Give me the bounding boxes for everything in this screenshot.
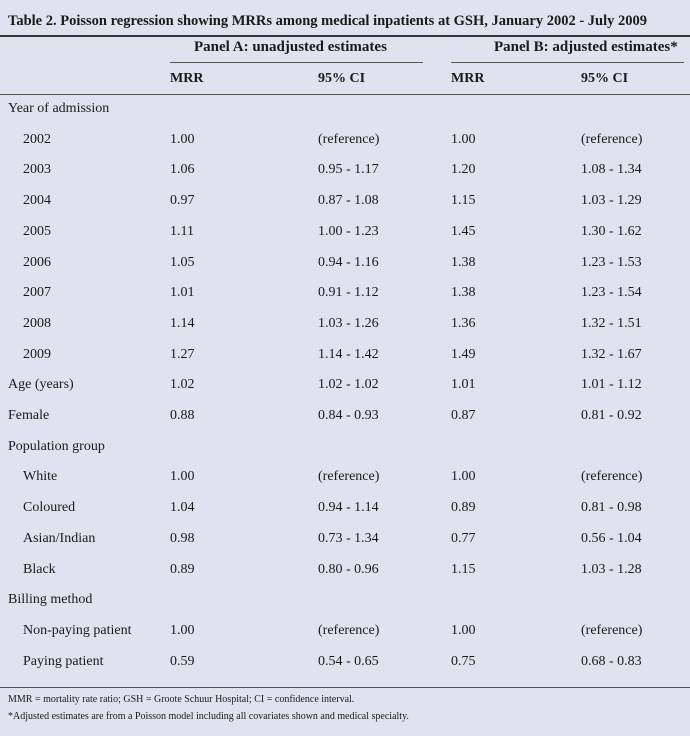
- mrr-a-cell: 1.11: [170, 223, 194, 239]
- ci-a-cell: 0.94 - 1.14: [318, 500, 379, 516]
- footer-rule: [0, 687, 690, 688]
- table-row: [0, 623, 690, 654]
- footnote-abbreviations: MMR = mortality rate ratio; GSH = Groote Schuur Hospital; CI = confidence interval.: [8, 694, 355, 705]
- ci-a-cell: 1.14 - 1.42: [318, 346, 379, 362]
- title-rule: [0, 35, 690, 37]
- table-row: [0, 408, 690, 439]
- mrr-a-cell: 1.00: [170, 622, 195, 638]
- table-row: [0, 193, 690, 224]
- table-row: [0, 562, 690, 593]
- row-label: 2008: [23, 315, 51, 331]
- ci-b-cell: 1.23 - 1.54: [581, 285, 642, 301]
- row-label: 2005: [23, 223, 51, 239]
- row-label: Paying patient: [23, 653, 104, 669]
- row-label: White: [23, 469, 58, 485]
- table-row: [0, 347, 690, 378]
- ci-b-cell: 1.32 - 1.67: [581, 346, 642, 362]
- mrr-a-cell: 1.27: [170, 346, 195, 362]
- table-row: [0, 285, 690, 316]
- ci-a-cell: 0.91 - 1.12: [318, 285, 379, 301]
- ci-a-cell: (reference): [318, 622, 380, 638]
- ci-a-cell: 0.94 - 1.16: [318, 254, 379, 270]
- mrr-a-cell: 1.05: [170, 254, 195, 270]
- table-row: [0, 255, 690, 286]
- table-row: [0, 101, 690, 132]
- mrr-b-cell: 1.38: [451, 254, 476, 270]
- row-label: Non-paying patient: [23, 622, 132, 638]
- mrr-a-cell: 1.00: [170, 469, 195, 485]
- ci-b-cell: 1.03 - 1.29: [581, 193, 642, 209]
- col-header-a-ci: 95% CI: [318, 71, 366, 86]
- col-header-b-ci: 95% CI: [581, 71, 629, 86]
- table-row: [0, 132, 690, 163]
- mrr-a-cell: 0.59: [170, 653, 195, 669]
- ci-a-cell: (reference): [318, 131, 380, 147]
- ci-b-cell: 1.01 - 1.12: [581, 377, 642, 393]
- row-label: 2004: [23, 193, 51, 209]
- mrr-a-cell: 1.00: [170, 131, 195, 147]
- mrr-a-cell: 0.98: [170, 530, 195, 546]
- ci-b-cell: 1.03 - 1.28: [581, 561, 642, 577]
- panel-a-header: Panel A: unadjusted estimates: [194, 39, 387, 55]
- mrr-a-cell: 1.06: [170, 162, 195, 178]
- row-label: 2002: [23, 131, 51, 147]
- panel-a-rule: [170, 62, 423, 63]
- mrr-b-cell: 1.00: [451, 622, 476, 638]
- ci-b-cell: 0.81 - 0.98: [581, 500, 642, 516]
- table-row: [0, 531, 690, 562]
- ci-a-cell: 0.54 - 0.65: [318, 653, 379, 669]
- row-label: Billing method: [8, 592, 93, 608]
- ci-a-cell: 1.02 - 1.02: [318, 377, 379, 393]
- header-rule: [0, 94, 690, 95]
- table-title: Table 2. Poisson regression showing MRRs among medical inpatients at GSH, January 2002 - July 2009: [8, 13, 648, 29]
- ci-a-cell: 0.73 - 1.34: [318, 530, 379, 546]
- ci-b-cell: 0.56 - 1.04: [581, 530, 642, 546]
- table-row: [0, 162, 690, 193]
- mrr-b-cell: 1.00: [451, 469, 476, 485]
- mrr-a-cell: 1.04: [170, 500, 195, 516]
- table-row: [0, 592, 690, 623]
- mrr-b-cell: 1.00: [451, 131, 476, 147]
- panel-b-rule: [451, 62, 684, 63]
- ci-b-cell: 1.32 - 1.51: [581, 315, 642, 331]
- mrr-a-cell: 1.02: [170, 377, 195, 393]
- row-label: Population group: [8, 438, 105, 454]
- ci-a-cell: (reference): [318, 469, 380, 485]
- mrr-b-cell: 0.77: [451, 530, 476, 546]
- row-label: Year of admission: [8, 101, 110, 116]
- ci-b-cell: 1.23 - 1.53: [581, 254, 642, 270]
- row-label: Female: [8, 408, 50, 423]
- row-label: Black: [23, 561, 56, 577]
- row-label: Asian/Indian: [23, 530, 96, 546]
- table-row: [0, 316, 690, 347]
- ci-a-cell: 0.87 - 1.08: [318, 193, 379, 209]
- mrr-b-cell: 0.87: [451, 408, 476, 423]
- ci-a-cell: 1.03 - 1.26: [318, 315, 379, 331]
- table-row: [0, 654, 690, 685]
- col-header-b-mrr: MRR: [451, 71, 485, 86]
- ci-a-cell: 0.84 - 0.93: [318, 408, 379, 423]
- ci-a-cell: 0.95 - 1.17: [318, 162, 379, 178]
- mrr-b-cell: 0.89: [451, 500, 476, 516]
- mrr-a-cell: 1.01: [170, 285, 195, 301]
- ci-a-cell: 1.00 - 1.23: [318, 223, 379, 239]
- mrr-b-cell: 1.45: [451, 223, 476, 239]
- ci-b-cell: (reference): [581, 469, 643, 485]
- mrr-b-cell: 1.20: [451, 162, 476, 178]
- ci-b-cell: (reference): [581, 131, 643, 147]
- mrr-b-cell: 1.15: [451, 561, 476, 577]
- ci-b-cell: 0.81 - 0.92: [581, 408, 642, 423]
- row-label: 2003: [23, 162, 51, 178]
- ci-b-cell: 1.30 - 1.62: [581, 223, 642, 239]
- row-label: Coloured: [23, 500, 76, 516]
- row-label: 2007: [23, 285, 51, 301]
- footnote-adjusted: *Adjusted estimates are from a Poisson model including all covariates shown and medical specialty.: [8, 711, 409, 722]
- row-label: Age (years): [8, 377, 74, 393]
- mrr-b-cell: 0.75: [451, 653, 476, 669]
- ci-b-cell: (reference): [581, 622, 643, 638]
- row-label: 2009: [23, 346, 51, 362]
- table-row: [0, 439, 690, 470]
- row-label: 2006: [23, 254, 51, 270]
- col-header-a-mrr: MRR: [170, 71, 204, 86]
- mrr-a-cell: 0.88: [170, 408, 195, 423]
- table-row: [0, 224, 690, 255]
- panel-b-header: Panel B: adjusted estimates*: [494, 39, 678, 55]
- ci-a-cell: 0.80 - 0.96: [318, 561, 379, 577]
- mrr-a-cell: 0.89: [170, 561, 195, 577]
- ci-b-cell: 0.68 - 0.83: [581, 653, 642, 669]
- table-row: [0, 469, 690, 500]
- mrr-b-cell: 1.49: [451, 346, 476, 362]
- mrr-a-cell: 0.97: [170, 193, 195, 209]
- mrr-a-cell: 1.14: [170, 315, 195, 331]
- table-row: [0, 500, 690, 531]
- mrr-b-cell: 1.15: [451, 193, 476, 209]
- ci-b-cell: 1.08 - 1.34: [581, 162, 642, 178]
- mrr-b-cell: 1.38: [451, 285, 476, 301]
- table-row: [0, 377, 690, 408]
- mrr-b-cell: 1.36: [451, 315, 476, 331]
- mrr-b-cell: 1.01: [451, 377, 476, 393]
